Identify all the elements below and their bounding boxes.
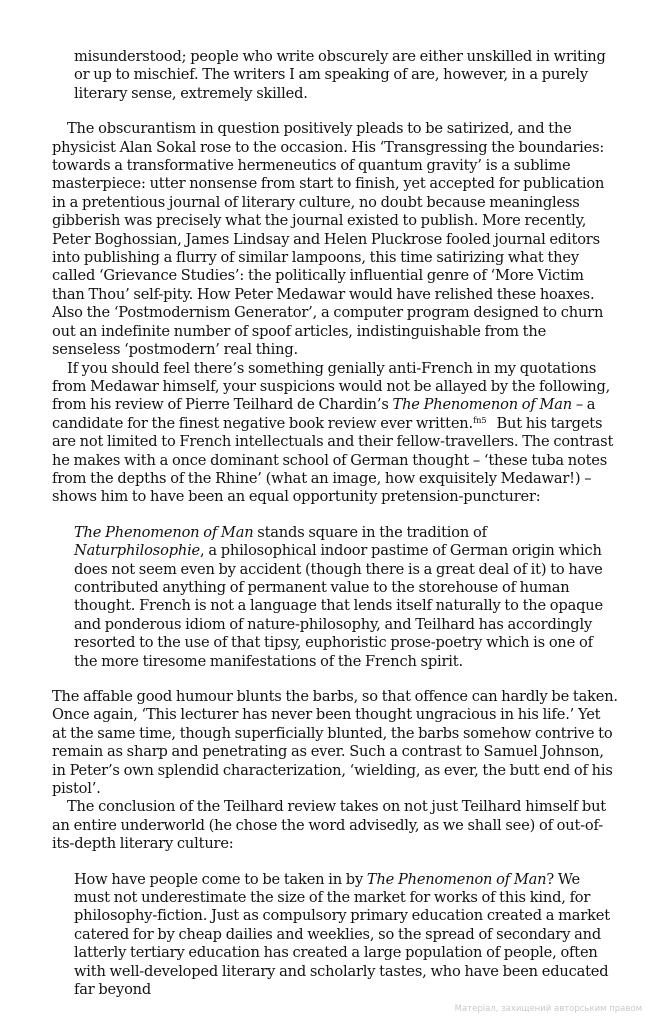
footnote-marker[interactable]: fn5 xyxy=(472,415,487,426)
term-italic: Naturphilosophie xyxy=(74,542,201,560)
quote-text: How have people come to be taken in by xyxy=(74,870,367,888)
book-page-text xyxy=(52,48,618,1000)
paragraph-text-middle: – a candidate for the finest negative book review ever written. xyxy=(52,396,596,432)
block-quote-teilhard xyxy=(74,524,610,671)
block-quote-continued: misunderstood; people who write obscurely are either unskilled in writing or up to mischief. The writers I am speaking of are, however, in a purely literary sense, extremely skilled. xyxy=(74,48,606,102)
paragraph-text-start: If you should feel there’s something genially anti-French in my quotations from Medawar himself, your suspicions would not be allayed by the following, from his review of Pierre Teilhard de Chardin’s xyxy=(52,359,611,414)
paragraph-text-end: But his targets are not limited to French intellectuals and their fellow-travellers. The contrast he makes with a once dominant school of German thought – ‘these tuba notes from the depths of the Rhine’ (what an image, how exquisitely Medawar!) – shows him to have been an equal opportunity pretension-puncturer: xyxy=(52,414,614,506)
quote-text: ? We must not underestimate the size of the market for works of this kind, for philosophy-fiction. Just as compulsory primary education created a market catered for by cheap dailies and weeklies, so the spread of secondary and latterly tertiary education has created a large population of people, often with well-developed literary and scholarly tastes, who have been educated far beyond xyxy=(74,870,610,999)
block-quote-taken-in xyxy=(74,871,610,1000)
paragraph-teilhard-conclusion: The conclusion of the Teilhard review takes on not just Teilhard himself but an entire underworld (he chose the word advisedly, as we shall see) of out-of-its-depth literary culture: xyxy=(52,798,606,853)
quote-text: stands square in the tradition of xyxy=(253,523,487,541)
paragraph-good-humour: The affable good humour blunts the barbs, so that offence can hardly be taken. Once again, ‘This lecturer has never been thought ungracious in his life.’ Yet at the same time, though superficially blunted, the barbs somehow contrive to remain as sharp and penetrating as ever. Such a contrast to Samuel Johnson, in Peter’s own splendid characterization, ‘wielding, as ever, the butt end of his pistol’. xyxy=(52,688,618,798)
book-title-italic: The Phenomenon of Man xyxy=(74,523,254,541)
book-title-italic: The Phenomenon of Man xyxy=(392,396,572,414)
copyright-watermark: Матеріал, захищений авторським правом xyxy=(454,1004,642,1014)
paragraph-sokal-hoax: The obscurantism in question positively pleads to be satirized, and the physicist Alan Sokal rose to the occasion. His ‘Transgressing the boundaries: towards a transformative hermeneutics of quantum gravity’ is a sublime masterpiece: utter nonsense from start to finish, yet accepted for publication in a pretentious journal of literary culture, no doubt because meaningless gibberish was precisely what the journal existed to publish. More recently, Peter Boghossian, James Lindsay and Helen Pluckrose fooled journal editors into publishing a flurry of similar lampoons, this time satirizing what they called ‘Grievance Studies’: the politically influential genre of ‘More Victim than Thou’ self-pity. How Peter Medawar would have relished these hoaxes. Also the ‘Postmodernism Generator’, a computer program designed to churn out an indefinite number of spoof articles, indistinguishable from the senseless ‘postmodern’ real thing. xyxy=(52,120,605,359)
quote-text: , a philosophical indoor pastime of German origin which does not seem even by accident (though there is a great deal of it) to have contributed anything of permanent value to the storehouse of human thought. French is not a language that lends itself naturally to the opaque and ponderous idiom of nature-philosophy, and Teilhard has accordingly resorted to the use of that tipsy, euphoristic prose-poetry which is one of the more tiresome manifestations of the French spirit. xyxy=(74,542,603,670)
book-title-italic: The Phenomenon of Man xyxy=(366,870,547,888)
paragraph-anti-french xyxy=(52,360,618,507)
